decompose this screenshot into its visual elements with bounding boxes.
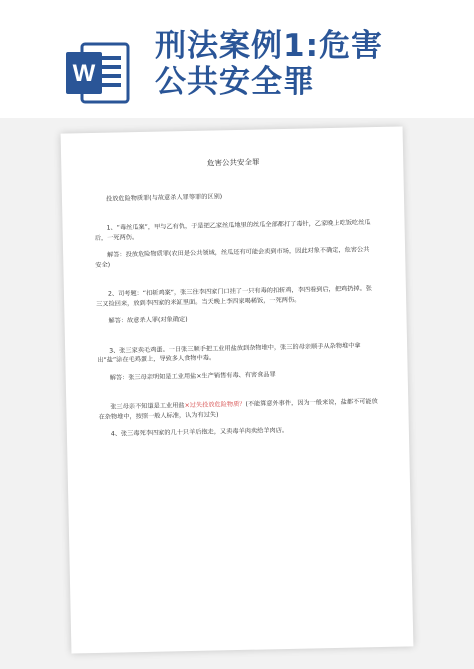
title-line-1: 刑法案例1:危害 (155, 28, 383, 64)
document-body (93, 155, 379, 459)
title-line-2: 公共安全罪 (155, 64, 315, 100)
case-3: 3、张三家卖毛鸡蛋。一日张三顺手把工业用盐放到杂物堆中，张三的母亲顺手从杂物堆中拿出“盐”涂在毛鸡蛋上，导致多人食物中毒。 (97, 341, 361, 364)
case-2: 2、司考题：“扣斩鸡案”，张三往李四家门口挂了一只有毒的扣斩鸡，李四看到后，把鸡扔掉。张三又捡回来，放到李四家的米缸里面。当天晚上李四家喝稀饭，一死两伤。 (96, 285, 373, 308)
document-page (61, 126, 414, 653)
header (0, 0, 474, 118)
word-icon (62, 38, 132, 108)
answer-1: 解答：投放危险物质罪(农田是公共领域，丝瓜还有可能会卖到市场，因此对象不确定，危害公共安全) (95, 246, 370, 269)
answer-3: 解答：张三母亲明知是工业用盐×生产销售有毒、有害食品罪 (109, 370, 276, 382)
document-title: 危害公共安全罪 (206, 157, 260, 168)
case-1: 1、“毒丝瓜案”，甲与乙有仇，于是把乙家丝瓜地里的丝瓜全部都打了毒针，乙家晚上吃饭吃丝瓜后，一死两伤。 (94, 219, 371, 242)
note (98, 397, 378, 422)
case-4: 4、张三毒死李四家的几十只羊后抱走，又卖毒羊肉卖给羊肉店。 (110, 426, 289, 438)
note-suffix: (不能算意外事件，因为一般来说，盐都不可能放在杂物堆中，按照一般人标准，认为有过失) (98, 398, 378, 421)
svg-text:W: W (72, 60, 96, 87)
page-title (155, 28, 455, 100)
note-prefix: 张三母亲不知道是工业用盐 (110, 402, 185, 411)
answer-2: 解答：故意杀人罪(对象确定) (108, 316, 188, 325)
note-highlight: ×过失投放危险物质？ (184, 400, 246, 410)
document-subtitle: 投放危险物质罪(与故意杀人罪等罪的区别) (105, 192, 223, 203)
